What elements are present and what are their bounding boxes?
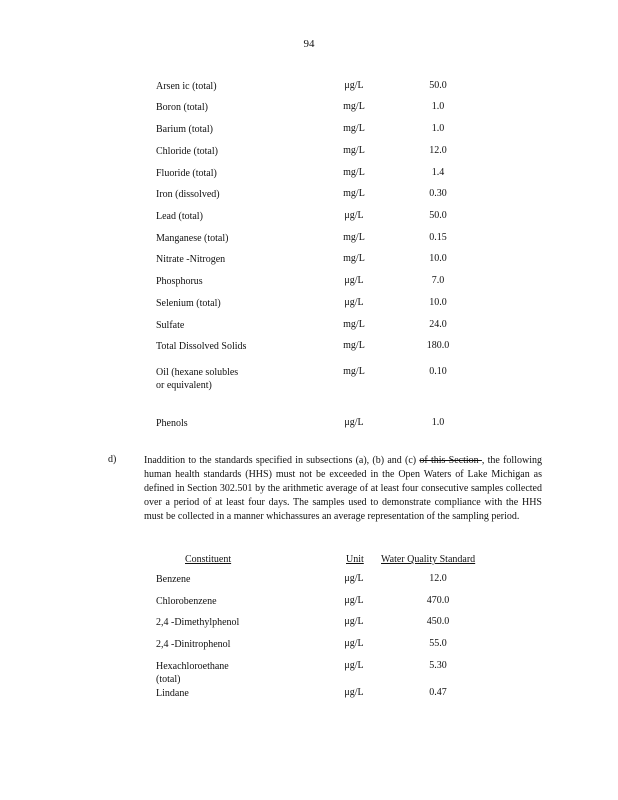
unit-cell: mg/L (343, 123, 365, 134)
header-standard: Water Quality Standard (381, 554, 476, 565)
unit-cell: mg/L (343, 319, 365, 330)
value-cell: 1.0 (431, 101, 445, 112)
constituent-name: 2,4 -Dinitrophenol (156, 639, 231, 650)
unit-cell: μg/L (344, 616, 364, 627)
constituent-name: Sulfate (156, 320, 185, 331)
section-d-paragraph (144, 454, 542, 524)
value-cell: 24.0 (429, 319, 447, 330)
table-row (0, 660, 618, 685)
value-cell: 50.0 (429, 80, 447, 91)
unit-cell: mg/L (343, 101, 365, 112)
value-cell: 470.0 (426, 595, 450, 606)
constituent-name: Boron (total) (156, 102, 208, 113)
constituent-name: Phenols (156, 418, 188, 429)
unit-cell: mg/L (343, 145, 365, 156)
value-cell: 12.0 (429, 145, 447, 156)
value-cell: 180.0 (426, 340, 450, 351)
unit-cell: μg/L (344, 595, 364, 606)
value-cell: 50.0 (429, 210, 447, 221)
unit-cell: μg/L (344, 687, 364, 698)
unit-cell: μg/L (344, 210, 364, 221)
constituent-name: Chlorobenzene (156, 596, 217, 607)
constituent-name: Total Dissolved Solids (156, 341, 247, 352)
section-label: d) (108, 454, 117, 465)
table-row (0, 123, 618, 137)
table-row (0, 210, 618, 224)
table-row (0, 188, 618, 202)
unit-cell: μg/L (344, 80, 364, 91)
value-cell: 0.10 (429, 366, 447, 377)
unit-cell: mg/L (343, 340, 365, 351)
unit-cell: μg/L (344, 660, 364, 671)
table-row (0, 80, 618, 94)
table-row (0, 595, 618, 609)
table-row (0, 616, 618, 630)
constituent-name: Manganese (total) (156, 233, 229, 244)
value-cell: 0.47 (429, 687, 447, 698)
constituent-name: Lindane (156, 688, 189, 699)
constituent-name: Iron (dissolved) (156, 189, 220, 200)
unit-cell: μg/L (344, 275, 364, 286)
constituent-name: Benzene (156, 574, 191, 585)
value-cell: 1.0 (431, 417, 445, 428)
unit-cell: μg/L (344, 297, 364, 308)
table-row (0, 638, 618, 652)
unit-cell: mg/L (343, 232, 365, 243)
constituent-name: Chloride (total) (156, 146, 218, 157)
paragraph-text-1: Inaddition to the standards specified in subsections (a), (b) and (c) (144, 455, 420, 466)
value-cell: 0.30 (429, 188, 447, 199)
unit-cell: mg/L (343, 366, 365, 377)
header-constituent: Constituent (185, 554, 232, 565)
unit-cell: mg/L (343, 188, 365, 199)
struck-text: of this Section (419, 455, 482, 466)
unit-cell: μg/L (344, 638, 364, 649)
table-row (0, 417, 618, 431)
table-row (0, 366, 618, 391)
unit-cell: μg/L (344, 417, 364, 428)
table-row (0, 275, 618, 289)
table-row (0, 297, 618, 311)
constituent-name: Fluoride (total) (156, 168, 217, 179)
constituent-name: Phosphorus (156, 276, 203, 287)
constituent-name: Nitrate -Nitrogen (156, 254, 226, 265)
table-row (0, 253, 618, 267)
page-number: 94 (303, 38, 315, 50)
table-row (0, 145, 618, 159)
value-cell: 1.0 (431, 123, 445, 134)
value-cell: 7.0 (431, 275, 445, 286)
table-row (0, 340, 618, 354)
unit-cell: mg/L (343, 253, 365, 264)
table-row (0, 573, 618, 587)
constituent-name: Barium (total) (156, 124, 213, 135)
constituent-name: 2,4 -Dimethylphenol (156, 617, 240, 628)
value-cell: 1.4 (431, 167, 445, 178)
table-row (0, 101, 618, 115)
value-cell: 10.0 (429, 297, 447, 308)
paragraph-text-2: , the following human health standards (HHS) must not be exceeded in the Open Waters of Lake Michigan as defined in Section 302.501 by the arithmetic average of at least four consecutive samples collected over a period of at least four days. The samples used to demonstrate compliance with the HHS must be collected in a manner whichassures an average representation of the sampling period. (144, 455, 542, 522)
value-cell: 450.0 (426, 616, 450, 627)
value-cell: 12.0 (429, 573, 447, 584)
constituent-name: Oil (hexane solubles or equivalent) (156, 367, 239, 391)
constituent-name: Hexachloroethane (total) (156, 661, 229, 685)
table-row (0, 167, 618, 181)
unit-cell: mg/L (343, 167, 365, 178)
value-cell: 10.0 (429, 253, 447, 264)
value-cell: 0.15 (429, 232, 447, 243)
constituent-name: Selenium (total) (156, 298, 221, 309)
constituent-name: Lead (total) (156, 211, 203, 222)
value-cell: 55.0 (429, 638, 447, 649)
table-row (0, 687, 618, 701)
header-unit: Unit (346, 554, 364, 565)
unit-cell: μg/L (344, 573, 364, 584)
table-row (0, 232, 618, 246)
value-cell: 5.30 (429, 660, 447, 671)
constituent-name: Arsen ic (total) (156, 81, 217, 92)
table-row (0, 319, 618, 333)
